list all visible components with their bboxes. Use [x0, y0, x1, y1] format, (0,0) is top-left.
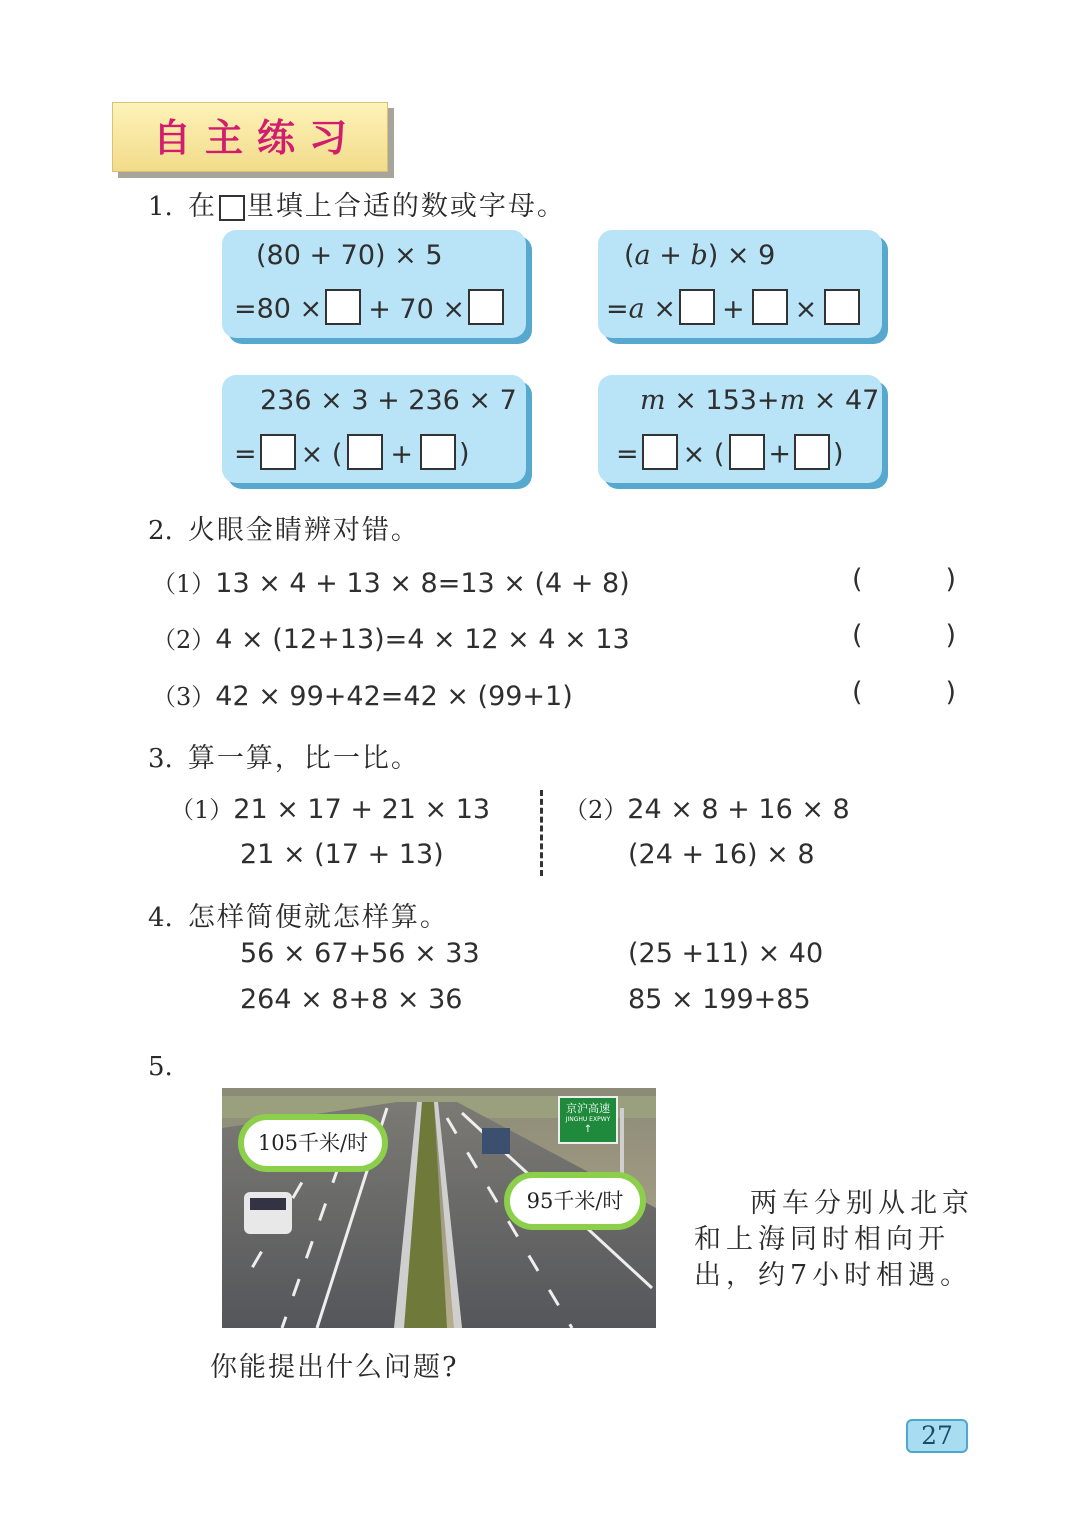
section-banner — [112, 102, 388, 172]
blank-square-icon — [219, 195, 245, 221]
q4-item-2: (25 +11) × 40 — [628, 938, 824, 969]
answer-blank[interactable] — [642, 434, 678, 470]
arrow-up-icon: ↑ — [583, 1124, 593, 1135]
q1-prompt: 1. 在 里填上合适的数或字母。 — [148, 191, 566, 222]
exercise-box-3 — [222, 375, 526, 483]
q5-desc-line2: 和上海同时相向开 — [694, 1224, 950, 1255]
answer-blank[interactable] — [347, 434, 383, 470]
box3-line1: 236 × 3 + 236 × 7 — [260, 385, 517, 416]
q2-item-3: （3）42 × 99+42=42 × (99+1) — [152, 681, 573, 712]
q5-desc-line3: 出，约7小时相遇。 — [694, 1260, 973, 1291]
q4-prompt: 4. 怎样简便就怎样算。 — [148, 902, 449, 933]
box3-line2: = × ( + ) — [234, 437, 470, 473]
box2-line1: (a + b) × 9 — [624, 240, 776, 271]
q4-item-1: 56 × 67+56 × 33 — [240, 938, 480, 969]
answer-blank[interactable] — [729, 434, 765, 470]
answer-blank[interactable] — [325, 289, 361, 325]
section-title: 自主练习 — [152, 116, 361, 160]
answer-blank[interactable] — [824, 289, 860, 325]
box1-line2: =80 × + 70 × — [234, 292, 507, 328]
q2-item-1: （1）13 × 4 + 13 × 8=13 × (4 + 8) — [152, 568, 630, 599]
q3-right-line2: (24 + 16) × 8 — [628, 839, 815, 870]
q3-prompt: 3. 算一算，比一比。 — [148, 743, 420, 774]
box1-line1: (80 + 70) × 5 — [256, 240, 443, 271]
q4-item-3: 264 × 8+8 × 36 — [240, 984, 463, 1015]
q5-number: 5. — [148, 1052, 173, 1082]
q3-left-line2: 21 × (17 + 13) — [240, 839, 444, 870]
answer-blank[interactable] — [468, 289, 504, 325]
divider-dashed — [540, 790, 543, 876]
q3-right-line1: （2）24 × 8 + 16 × 8 — [564, 794, 850, 825]
answer-blank[interactable] — [794, 434, 830, 470]
box4-line1: m × 153+m × 47 — [640, 385, 880, 416]
q2-prompt: 2. 火眼金睛辨对错。 — [148, 515, 420, 546]
highway-photo — [222, 1088, 656, 1328]
answer-blank[interactable] — [752, 289, 788, 325]
q3-left-line1: （1）21 × 17 + 21 × 13 — [170, 794, 491, 825]
answer-blank[interactable] — [679, 289, 715, 325]
speed-bubble-1: 105千米/时 — [238, 1114, 388, 1172]
highway-sign: 京沪高速 JINGHU EXPWY ↑ — [558, 1096, 618, 1144]
answer-blank[interactable] — [420, 434, 456, 470]
exercise-box-2 — [598, 230, 882, 338]
q2-answer-2[interactable]: ( ) — [852, 620, 956, 651]
box4-line2: = × ( + ) — [616, 437, 844, 473]
box2-line2: =a × + × — [606, 292, 863, 328]
q2-item-2: （2）4 × (12+13)=4 × 12 × 4 × 13 — [152, 624, 630, 655]
q2-answer-1[interactable]: ( ) — [852, 564, 956, 595]
q5-question: 你能提出什么问题? — [210, 1352, 459, 1383]
answer-blank[interactable] — [260, 434, 296, 470]
q4-item-4: 85 × 199+85 — [628, 984, 811, 1015]
exercise-box-1 — [222, 230, 526, 338]
exercise-box-4 — [598, 375, 882, 483]
page-number: 27 — [906, 1419, 968, 1453]
q5-desc-line1: 两车分别从北京 — [750, 1188, 974, 1219]
q2-answer-3[interactable]: ( ) — [852, 677, 956, 708]
speed-bubble-2: 95千米/时 — [504, 1172, 646, 1230]
